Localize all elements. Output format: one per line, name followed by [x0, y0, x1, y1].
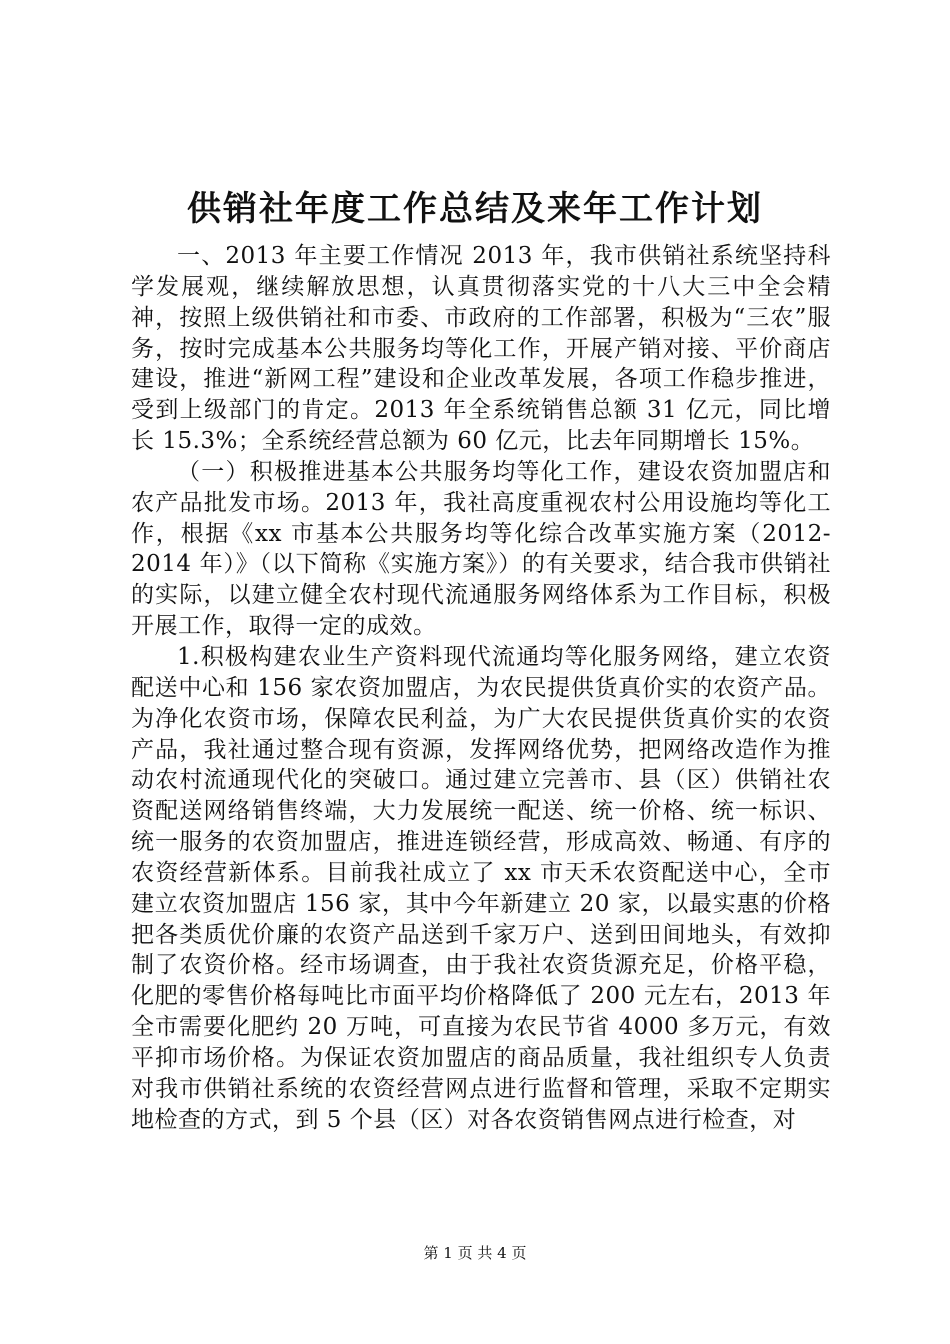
- paragraph-overview: 一、2013 年主要工作情况 2013 年，我市供销社系统坚持科学发展观，继续解放思想，认真贯彻落实党的十八大三中全会精神，按照上级供销社和市委、市政府的工作部署，积极为“三农”服务，按时完成基本公共服务均等化工作，开展产销对接、平价商店建设，推进“新网工程”建设和企业改革发展，各项工作稳步推进，受到上级部门的肯定。2013 年全系统销售总额 31 亿元，同比增长 15.3%；全系统经营总额为 60 亿元，比去年同期增长 15%。: [131, 243, 831, 455]
- document-body: [131, 241, 831, 1135]
- page-number-footer: 第 1 页 共 4 页: [423, 1244, 527, 1262]
- paragraph-section-one: （一）积极推进基本公共服务均等化工作，建设农资加盟店和农产品批发市场。2013 年，我社高度重视农村公用设施均等化工作，根据《xx 市基本公共服务均等化综合改革实施方案（2012-2014 年）》（以下简称《实施方案》）的有关要求，结合我市供销社的实际，以建立健全农村现代流通服务网络体系为工作目标，积极开展工作，取得一定的成效。: [131, 458, 831, 640]
- document-title: 供销社年度工作总结及来年工作计划: [187, 189, 763, 229]
- paragraph-item-one: 1.积极构建农业生产资料现代流通均等化服务网络，建立农资配送中心和 156 家农资加盟店，为农民提供货真价实的农资产品。为净化农资市场，保障农民利益，为广大农民提供货真价实的农资产品，我社通过整合现有资源，发挥网络优势，把网络改造作为推动农村流通现代化的突破口。通过建立完善市、县（区）供销社农资配送网络销售终端，大力发展统一配送、统一价格、统一标识、统一服务的农资加盟店，推进连锁经营，形成高效、畅通、有序的农资经营新体系。目前我社成立了 xx 市天禾农资配送中心，全市建立农资加盟店 156 家，其中今年新建立 20 家，以最实惠的价格把各类质优价廉的农资产品送到千家万户、送到田间地头，有效抑制了农资价格。经市场调查，由于我社农资货源充足，价格平稳，化肥的零售价格每吨比市面平均价格降低了 200 元左右，2013 年全市需要化肥约 20 万吨，可直接为农民节省 4000 多万元，有效平抑市场价格。为保证农资加盟店的商品质量，我社组织专人负责对我市供销社系统的农资经营网点进行监督和管理，采取不定期实地检查的方式，到 5 个县（区）对各农资销售网点进行检查，对: [131, 643, 831, 1133]
